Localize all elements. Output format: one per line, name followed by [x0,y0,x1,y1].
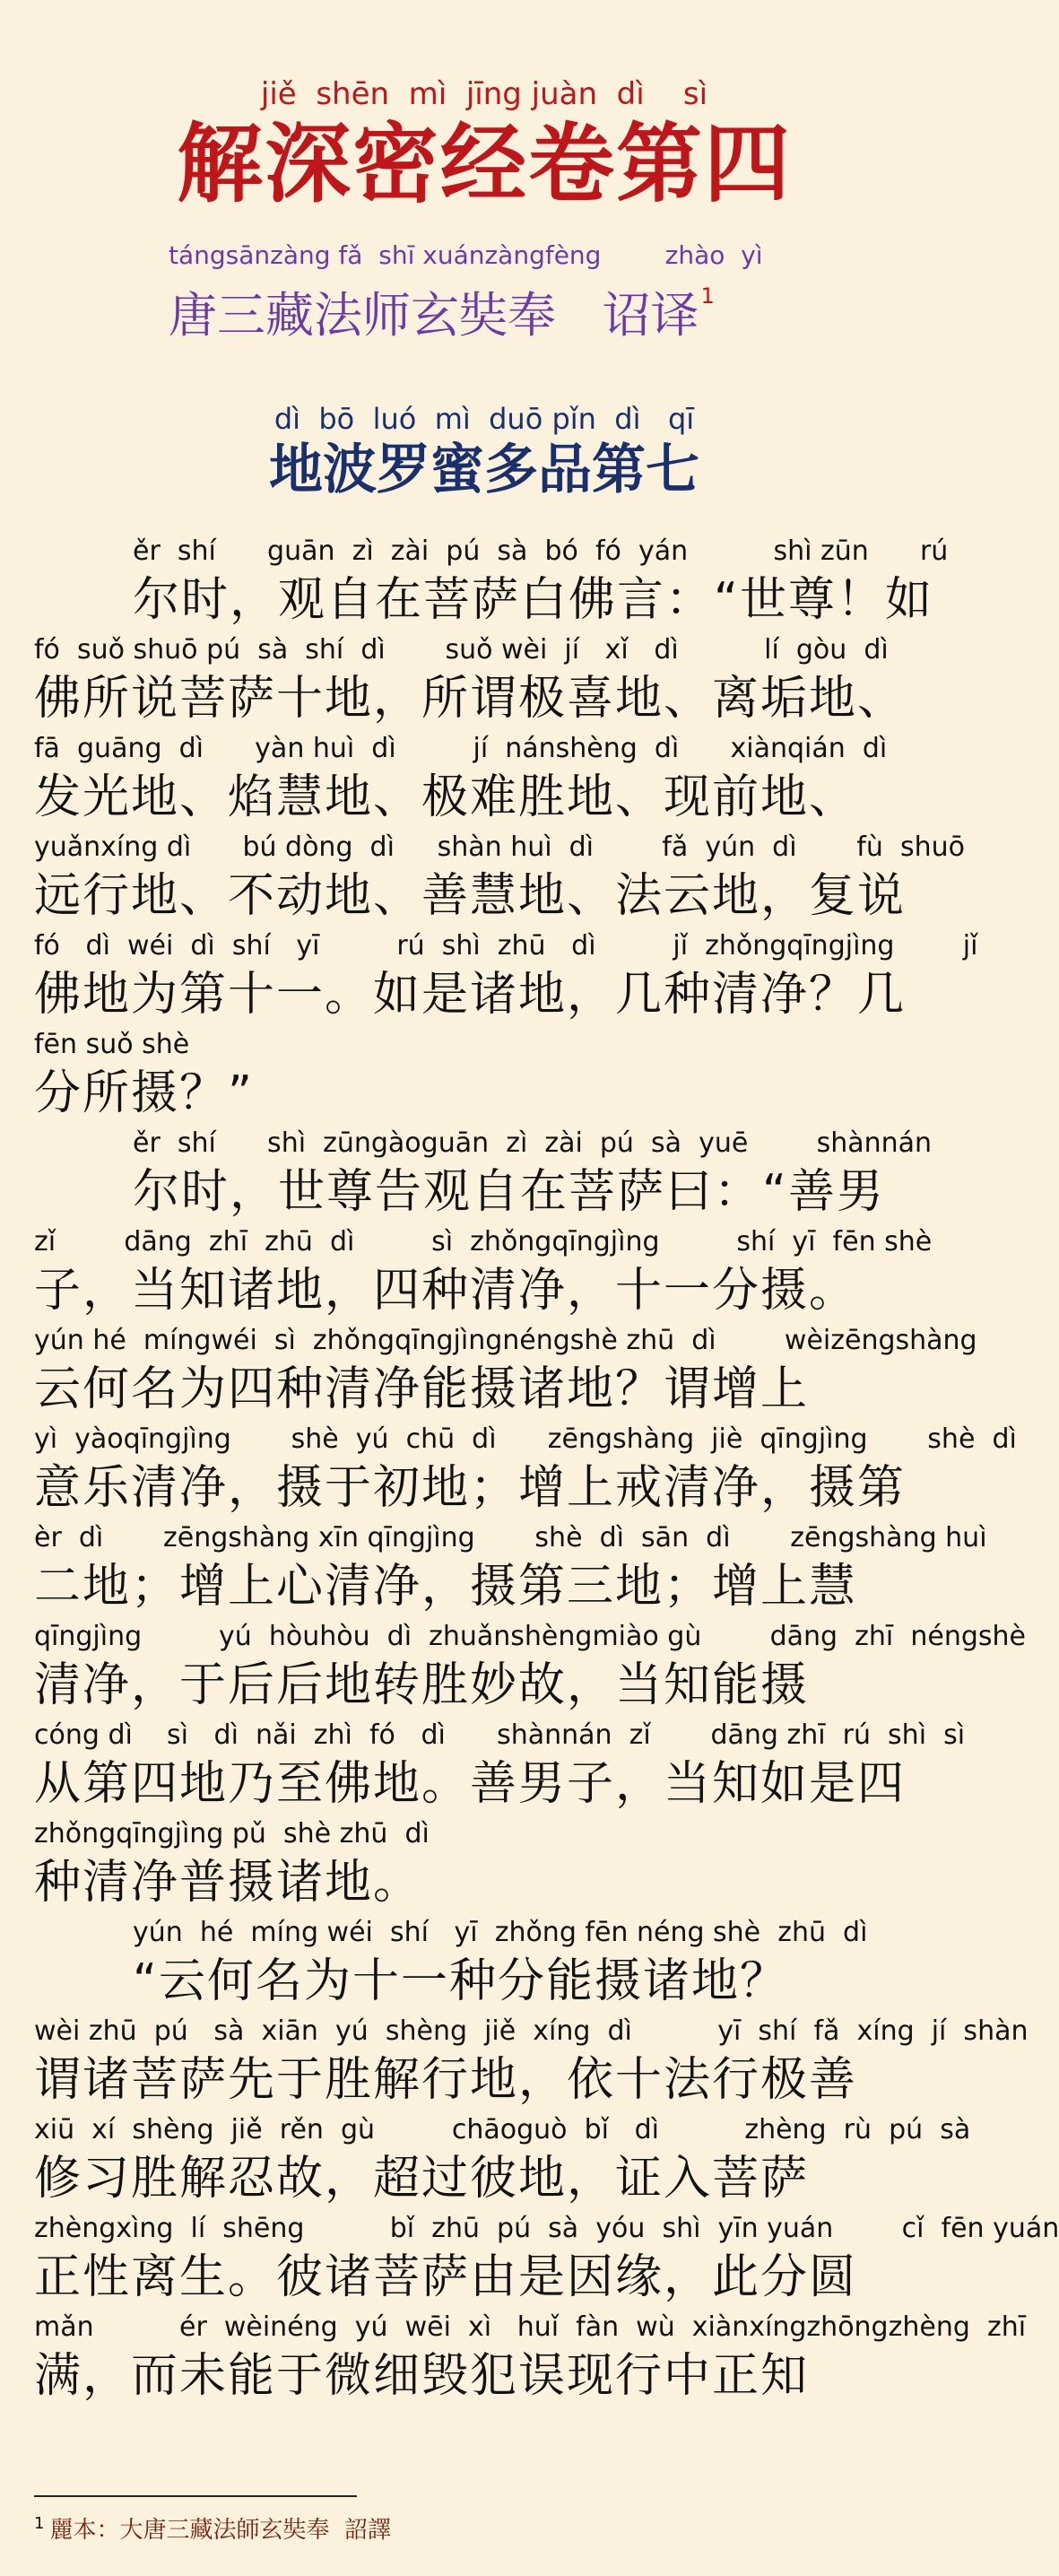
hanzi-line: 佛地为第十一。如是诸地，几种清净？几 [34,968,907,1022]
translator-text: 唐三藏法师玄奘奉 诏译 [169,287,699,344]
pinyin-line: ěr shí guān zì zài pú sà bó fó yán shì zūn rú [133,535,949,567]
verse-line [34,1325,977,1424]
pinyin-line: fēn suǒ shè [34,1029,190,1060]
footnote-ref[interactable]: 1 [700,283,715,309]
hanzi-line: 远行地、不动地、善慧地、法云地，复说 [34,869,907,923]
pinyin-line: yuǎnxíng dì bú dòng dì shàn huì dì fǎ yún dì fù shuō [34,831,965,863]
verse-line [34,1621,1026,1720]
hanzi-line: 从第四地乃至佛地。善男子，当知如是四 [34,1757,907,1811]
translator-line [169,267,715,344]
verse-line [34,2114,971,2214]
verse-line [34,1030,940,1128]
chapter-pinyin: dì bō luó mì duō pǐn dì qī [273,402,695,436]
hanzi-line: 意乐清净，摄于初地；增上戒清净，摄第 [34,1461,907,1515]
verse-line [34,635,940,734]
verse-line [34,2213,1059,2312]
pinyin-line: qīngjìng yú hòuhòu dì zhuǎnshèngmiào gù dāng zhī néngshè [34,1621,1026,1652]
hanzi-line: 谓诸菩萨先于胜解行地，依十法行极善 [34,2053,858,2107]
hanzi-line: “云何名为十一种分能摄诸地？ [133,1954,788,2008]
hanzi-line: 子，当知诸地，四种清净，十一分摄。 [34,1264,858,1318]
hanzi-line: 分所摄？” [34,1066,254,1120]
pinyin-line: fó suǒ shuō pú sà shí dì suǒ wèi jí xǐ dì lí gòu dì [34,634,889,666]
hanzi-line: 佛所说菩萨十地，所谓极喜地、离垢地、 [34,672,907,726]
pinyin-line: wèi zhū pú sà xiān yú shèng jiě xíng dì yī shí fǎ xíng jí shàn [34,2015,1029,2047]
verse-line [34,930,978,1030]
verse-line [34,734,940,832]
pinyin-line: mǎn ér wèinéng yú wēi xì huǐ fàn wù xiànxíngzhōngzhèng zhī [34,2311,1027,2343]
pinyin-line: fā guāng dì yàn huì dì jí nánshèng dì xiànqián dì [34,733,888,764]
footnote-text: 麗本：大唐三藏法師玄奘奉 詔譯 [49,2517,391,2544]
pinyin-line: fó dì wéi dì shí yī rú shì zhū dì jǐ zhǒngqīngjìng jǐ [34,930,978,962]
pinyin-line: yì yàoqīngjìng shè yú chū dì zēngshàng jiè qīngjìng shè dì [34,1423,1017,1455]
verse-line [34,1128,940,1227]
pinyin-line: xiū xí shèng jiě rěn gù chāoguò bǐ dì zhèng rù pú sà [34,2114,971,2145]
pinyin-line: zǐ dāng zhī zhū dì sì zhǒngqīngjìng shí yī fēn shè [34,1226,933,1258]
pinyin-line: ěr shí shì zūngàoguān zì zài pú sà yuē shànnán [133,1127,933,1159]
verse-line [34,1423,1017,1523]
hanzi-line: 种清净普摄诸地。 [34,1856,422,1910]
chapter-title: 地波罗蜜多品第七 [269,439,699,501]
verse-line [34,1522,987,1622]
hanzi-line: 尔时，观自在菩萨白佛言：“世尊！如 [133,573,933,627]
footnote [34,2511,391,2545]
verse-line [34,1918,940,2016]
verse-line [34,1719,966,1819]
sutra-title: 解深密经卷第四 [177,114,792,214]
pinyin-line: zhǒngqīngjìng pǔ shè zhū dì [34,1818,430,1849]
hanzi-line: 尔时，世尊告观自在菩萨曰：“善男 [133,1165,885,1219]
hanzi-line: 修习胜解忍故，超过彼地，证入菩萨 [34,2152,810,2206]
verse-line [34,1227,940,1326]
hanzi-line: 发光地、焰慧地、极难胜地、现前地、 [34,770,858,824]
hanzi-line: 满，而未能于微细毁犯误现行中正知 [34,2349,810,2403]
verse-line [34,2311,1027,2411]
verse-line [34,2015,1029,2115]
pinyin-line: yún hé míngwéi sì zhǒngqīngjìngnéngshè zhū dì wèizēngshàng [34,1325,977,1356]
pinyin-line: zhèngxìng lí shēng bǐ zhū pú sà yóu shì yīn yuán cǐ fēn yuán [34,2213,1059,2244]
footnote-marker: 1 [34,2514,45,2533]
verse-line [34,831,965,931]
title-pinyin: jiě shēn mì jīng juàn dì sì [260,76,708,112]
footnote-divider [34,2495,357,2497]
hanzi-line: 云何名为四种清净能摄诸地？谓增上 [34,1362,810,1416]
sutra-body [34,535,1059,2411]
hanzi-line: 正性离生。彼诸菩萨由是因缘，此分圆 [34,2250,858,2304]
hanzi-line: 清净，于后后地转胜妙故，当知能摄 [34,1658,810,1712]
pinyin-line: yún hé míng wéi shí yī zhǒng fēn néng shè zhū dì [133,1917,868,1948]
translator-pinyin: tángsānzàng fǎ shī xuánzàngfèng zhào yì [169,240,763,270]
hanzi-line: 二地；增上心清净，摄第三地；增上慧 [34,1560,858,1614]
pinyin-line: cóng dì sì dì nǎi zhì fó dì shànnán zǐ dāng zhī rú shì sì [34,1719,966,1751]
verse-line [34,535,949,635]
verse-line [34,1819,940,1918]
pinyin-line: èr dì zēngshàng xīn qīngjìng shè dì sān dì zēngshàng huì [34,1522,987,1553]
